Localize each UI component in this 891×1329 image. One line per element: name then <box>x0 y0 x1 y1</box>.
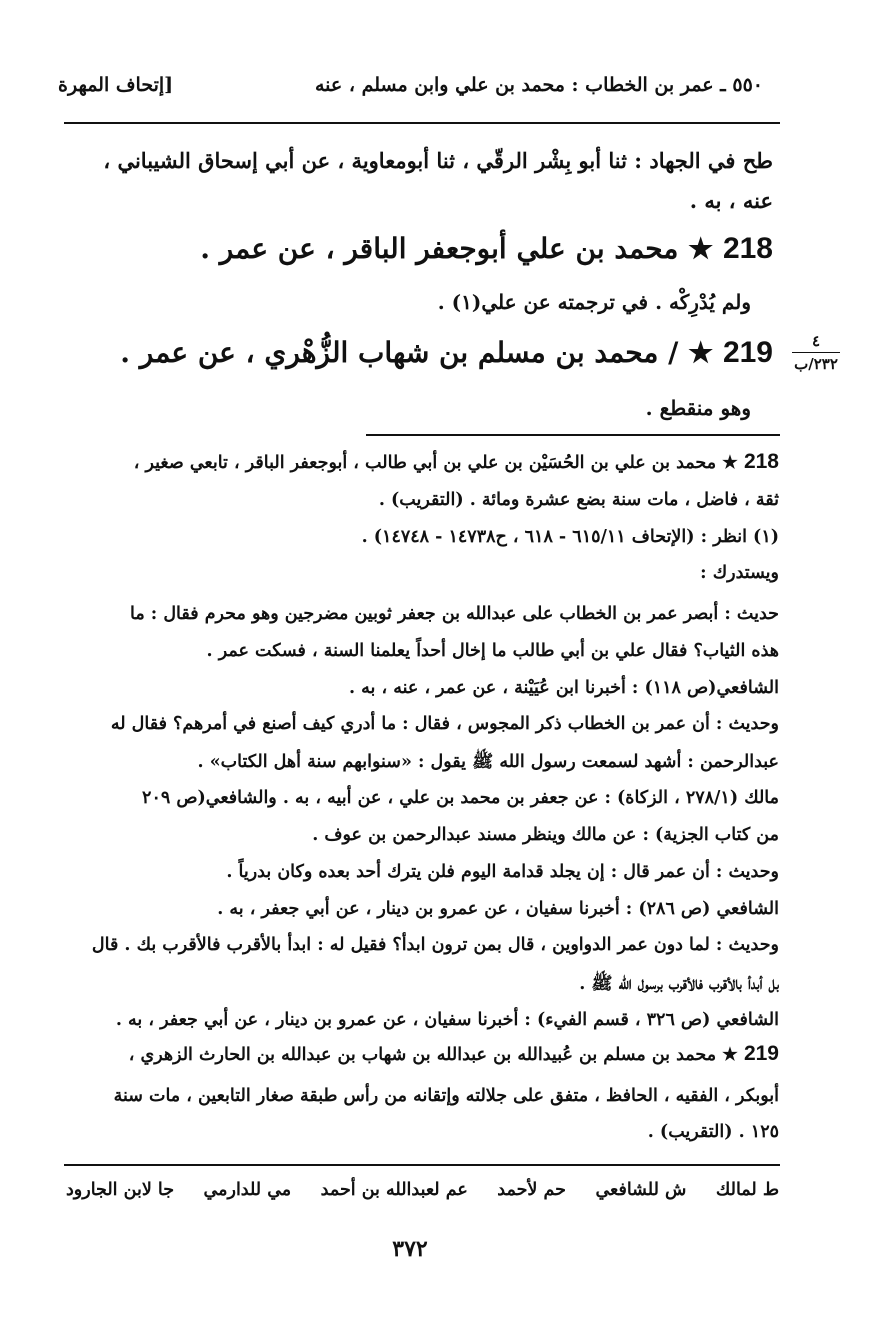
legend-rule <box>64 1164 780 1166</box>
footnote-separator <box>366 434 780 436</box>
legend-item: حم لأحمد <box>497 1180 566 1200</box>
legend-item: عم لعبدالله بن أحمد <box>320 1180 468 1200</box>
footnote-line: أبوبكر ، الفقيه ، الحافظ ، متفق على جلالته وإتقانه من رأس طبقة صغار التابعين ، مات سنة <box>113 1086 779 1106</box>
entry-218-heading <box>200 232 773 266</box>
margin-note-folio: ٢٣٢/ب <box>794 355 838 373</box>
footnote-line: من كتاب الجزية) : عن مالك وينظر مسند عبدالرحمن بن عوف . <box>312 825 779 845</box>
abbreviation-legend <box>66 1180 779 1200</box>
footnote-line: هذه الثياب؟ فقال علي بن أبي طالب ما إخال أحداً يعلمنا السنة ، فسكت عمر . <box>206 641 779 661</box>
footnote-line: الشافعي (ص ٢٨٦) : أخبرنا سفيان ، عن عمرو بن دينار ، عن أبي جعفر ، به . <box>217 899 779 919</box>
footnote-line: ثقة ، فاضل ، مات سنة بضع عشرة ومائة . (التقريب) . <box>378 490 779 510</box>
entry-219-note: وهو منقطع . <box>645 396 751 420</box>
footnote-line: بل أبدأ بالأقرب فالأقرب برسول الله ﷺ . <box>579 974 779 994</box>
entry-number: 218 <box>722 232 773 265</box>
intro-line: طح في الجهاد : ثنا أبو بِشْر الرقّي ، ثنا أبومعاوية ، عن أبي إسحاق الشيباني ، <box>103 148 773 173</box>
footnote-entry-number: 219 <box>743 1042 779 1065</box>
entry-218-note: ولم يُدْرِكْه . في ترجمته عن علي(١) . <box>437 290 751 314</box>
footnote-line: ١٢٥ . (التقريب) . <box>647 1122 779 1142</box>
margin-folio-note <box>786 332 846 373</box>
footnote-line: عبدالرحمن : أشهد لسمعت رسول الله ﷺ يقول : «سنوابهم سنة أهل الكتاب» . <box>197 752 779 772</box>
running-header-book-tag: [إتحاف المهرة <box>58 74 174 96</box>
margin-note-bar <box>792 352 840 353</box>
footnote-line: حديث : أبصر عمر بن الخطاب على عبدالله بن جعفر ثوبين مضرجين وهو محرم فقال : ما <box>129 604 779 624</box>
entry-number: 219 <box>722 336 773 369</box>
legend-item: مي للدارمي <box>203 1180 292 1200</box>
entry-text: محمد بن علي أبوجعفر الباقر ، عن عمر . <box>200 232 679 265</box>
footnote-line: الشافعي(ص ١١٨) : أخبرنا ابن عُيَيْنة ، عن عمر ، عنه ، به . <box>348 678 779 698</box>
header-rule <box>64 122 780 124</box>
star-icon: ★ <box>688 232 714 265</box>
footnote-line: وحديث : أن عمر بن الخطاب ذكر المجوس ، فقال : ما أدري كيف أصنع في أمرهم؟ فقال له <box>110 714 779 734</box>
footnote-line: وحديث : أن عمر قال : إن يجلد قدامة اليوم فلن يترك أحد بعده وكان بدرياً . <box>226 862 779 882</box>
footnote-line: مالك (٢٧٨/١ ، الزكاة) : عن جعفر بن محمد بن علي ، عن أبيه ، به . والشافعي(ص ٢٠٩ <box>142 788 779 808</box>
running-header-title: ٥٥٠ ـ عمر بن الخطاب : محمد بن علي وابن مسلم ، عنه <box>314 74 763 96</box>
intro-line: عنه ، به . <box>689 188 773 213</box>
legend-item: ط لمالك <box>715 1180 779 1200</box>
footnote-line: (١) انظر : (الإتحاف ٦١٥/١١ - ٦١٨ ، ح١٤٧٣٨ - ١٤٧٤٨) . <box>361 527 779 547</box>
footnote-line: 218 ★ محمد بن علي بن الحُسَيْن بن علي بن أبي طالب ، أبوجعفر الباقر ، تابعي صغير ، <box>133 450 779 473</box>
footnote-line: الشافعي (ص ٣٢٦ ، قسم الفيء) : أخبرنا سفيان ، عن عمرو بن دينار ، عن أبي جعفر ، به . <box>115 1010 779 1030</box>
footnote-entry-number: 218 <box>743 450 779 473</box>
star-icon: ★ <box>688 336 714 369</box>
entry-text: / محمد بن مسلم بن شهاب الزُّهْري ، عن عمر . <box>120 336 679 369</box>
legend-item: جا لابن الجارود <box>66 1180 175 1200</box>
page-number: ٣٧٢ <box>392 1236 428 1262</box>
margin-note-volume: ٤ <box>811 332 821 350</box>
entry-219-heading <box>120 336 773 370</box>
footnote-line: ويستدرك : <box>700 563 779 583</box>
legend-item: ش للشافعي <box>595 1180 687 1200</box>
footnote-line: وحديث : لما دون عمر الدواوين ، قال بمن ترون ابدأ؟ فقيل له : ابدأ بالأقرب فالأقرب بك . قال <box>91 935 779 955</box>
footnote-line: 219 ★ محمد بن مسلم بن عُبيدالله بن عبدالله بن شهاب بن عبدالله بن الحارث الزهري ، <box>128 1042 779 1065</box>
